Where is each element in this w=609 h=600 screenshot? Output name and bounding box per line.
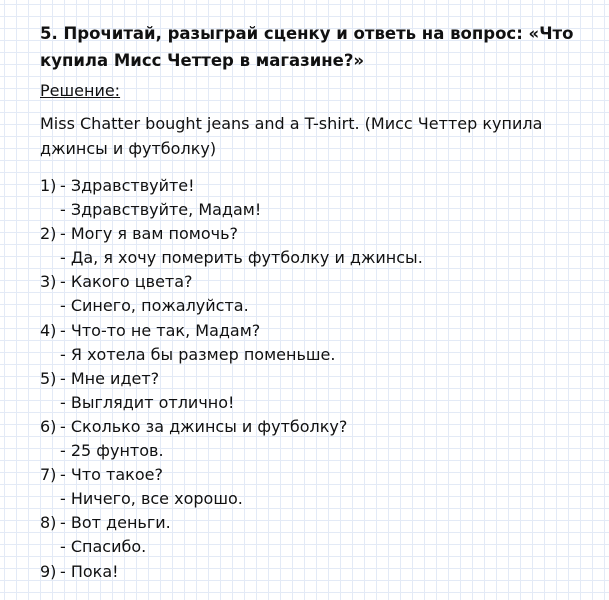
dialogue-text: - Сколько за джинсы и футболку? (60, 416, 348, 436)
dialogue-line (40, 319, 590, 343)
dialogue-text: - Синего, пожалуйста. (60, 296, 249, 316)
dialogue-line (40, 270, 590, 294)
dialogue-line (40, 367, 590, 391)
dialogue-text: - Здравствуйте, Мадам! (60, 200, 262, 220)
dialogue-text: - Что-то не так, Мадам? (60, 320, 261, 340)
dialogue-line (40, 439, 590, 463)
dialogue-line (40, 294, 590, 318)
solution-label: Решение: (40, 81, 121, 100)
dialogue-number: 5) (40, 368, 57, 388)
dialogue-text: - Ничего, все хорошо. (60, 489, 243, 509)
dialogue-list (40, 174, 590, 584)
dialogue-line (40, 246, 590, 270)
dialogue-text: - Могу я вам помочь? (60, 224, 238, 244)
dialogue-text: - Какого цвета? (60, 272, 193, 292)
dialogue-text: - Я хотела бы размер поменьше. (60, 344, 336, 364)
dialogue-line (40, 487, 590, 511)
dialogue-line (40, 174, 590, 198)
dialogue-number: 3) (40, 272, 57, 292)
dialogue-number: 2) (40, 224, 57, 244)
exercise (40, 20, 590, 584)
dialogue-line (40, 391, 590, 415)
dialogue-text: - Вот деньги. (60, 513, 171, 533)
dialogue-line (40, 415, 590, 439)
dialogue-line (40, 560, 590, 584)
dialogue-number: 9) (40, 561, 57, 581)
dialogue-text: - 25 фунтов. (60, 441, 164, 461)
dialogue-line (40, 198, 590, 222)
dialogue-text: - Что такое? (60, 465, 163, 485)
dialogue-text: - Пока! (60, 561, 119, 581)
dialogue-line (40, 535, 590, 559)
dialogue-number: 7) (40, 465, 57, 485)
dialogue-line (40, 463, 590, 487)
dialogue-number: 8) (40, 513, 57, 533)
dialogue-line (40, 511, 590, 535)
dialogue-text: - Выглядит отлично! (60, 392, 235, 412)
dialogue-text: - Мне идет? (60, 368, 160, 388)
answer-text: Miss Chatter bought jeans and a T-shirt. (Мисс Четтер купила джинсы и футболку) (40, 114, 543, 158)
dialogue-number: 6) (40, 416, 57, 436)
dialogue-text: - Да, я хочу померить футболку и джинсы. (60, 248, 423, 268)
exercise-title: 5. Прочитай, разыграй сценку и ответь на вопрос: «Что купила Мисс Четтер в магазине?» (40, 24, 574, 70)
dialogue-text: - Здравствуйте! (60, 176, 195, 195)
dialogue-line (40, 343, 590, 367)
dialogue-number: 1) (40, 176, 57, 195)
dialogue-text: - Спасибо. (60, 537, 147, 557)
dialogue-line (40, 222, 590, 246)
dialogue-number: 4) (40, 320, 57, 340)
